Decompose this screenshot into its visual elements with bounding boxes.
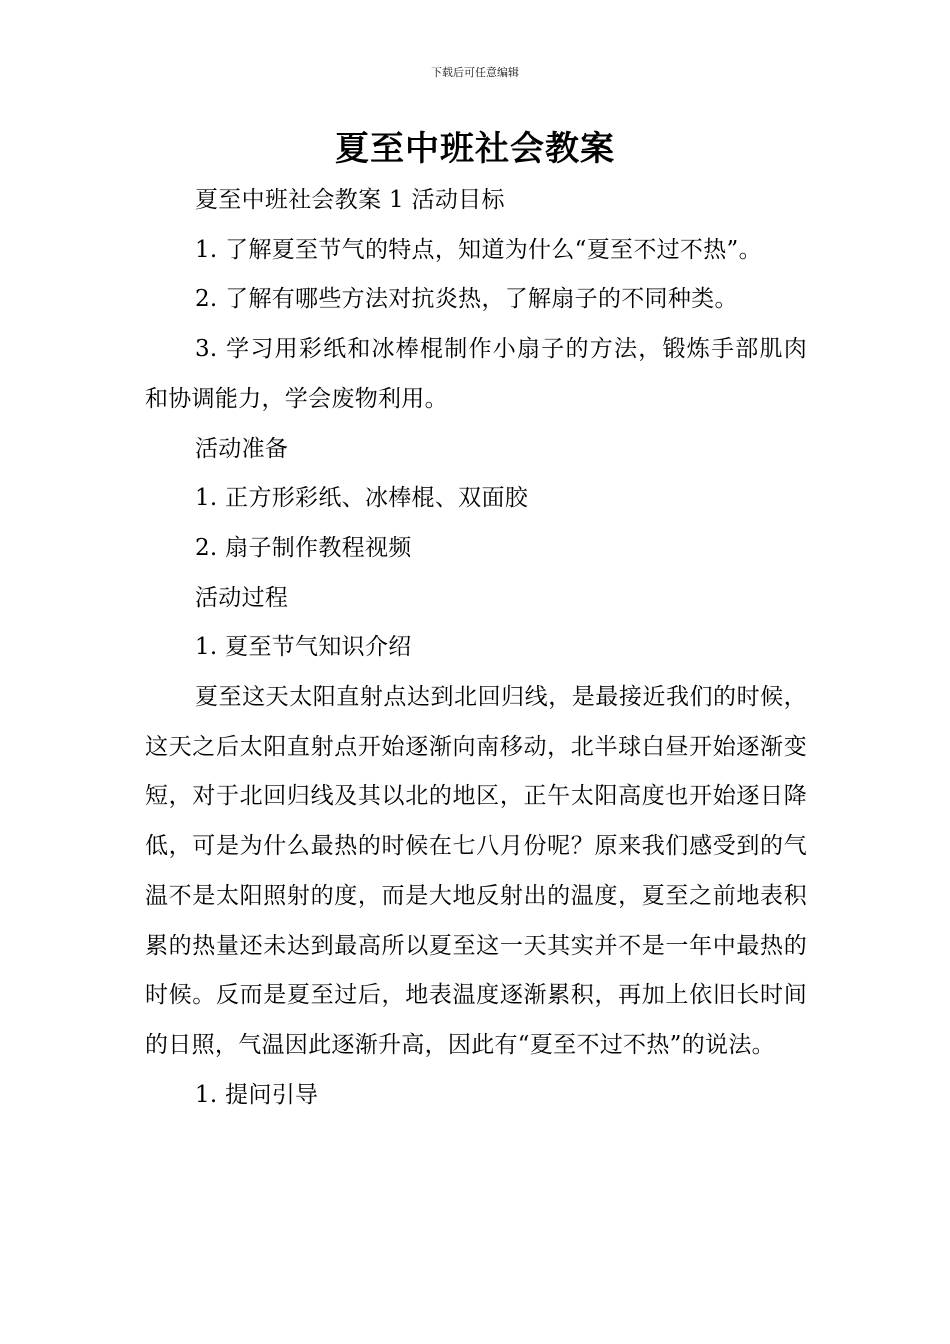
paragraph-heading-preparation: 活动准备: [195, 435, 289, 462]
paragraph-preparation-1: 1. 正方形彩纸、冰棒棍、双面胶: [195, 485, 529, 512]
header-note: 下载后可任意编辑: [431, 66, 519, 79]
paragraph-preparation-2: 2. 扇子制作教程视频: [195, 534, 412, 561]
document-body: [145, 176, 807, 1120]
paragraph-goal-1: 1. 了解夏至节气的特点，知道为什么“夏至不过不热”。: [195, 236, 762, 263]
paragraph-heading-process: 活动过程: [195, 584, 289, 611]
paragraph-question-guide: 1. 提问引导: [195, 1081, 319, 1108]
document-title: 夏至中班社会教案: [335, 129, 615, 169]
paragraph-heading-goals: 夏至中班社会教案 1 活动目标: [195, 187, 505, 213]
paragraph-process-1: 1. 夏至节气知识介绍: [195, 634, 412, 661]
paragraph-goal-2: 2. 了解有哪些方法对抗炎热，了解扇子的不同种类。: [195, 286, 738, 313]
paragraph-explanation: 夏至这天太阳直射点达到北回归线，是最接近我们的时候，这天之后太阳直射点开始逐渐向南移动，北半球白昼开始逐渐变短，对于北回归线及其以北的地区，正午太阳高度也开始逐日降低，可是为什么最热的时候在七八月份呢？原来我们感受到的气温不是太阳照射的度，而是大地反射出的温度，夏至之前地表积累的热量还未达到最高所以夏至这一天其实并不是一年中最热的时候。反而是夏至过后，地表温度逐渐累积，再加上依旧长时间的日照，气温因此逐渐升高，因此有“夏至不过不热”的说法。: [145, 684, 807, 1058]
paragraph-goal-3: 3. 学习用彩纸和冰棒棍制作小扇子的方法，锻炼手部肌肉和协调能力，学会废物利用。: [145, 336, 807, 412]
